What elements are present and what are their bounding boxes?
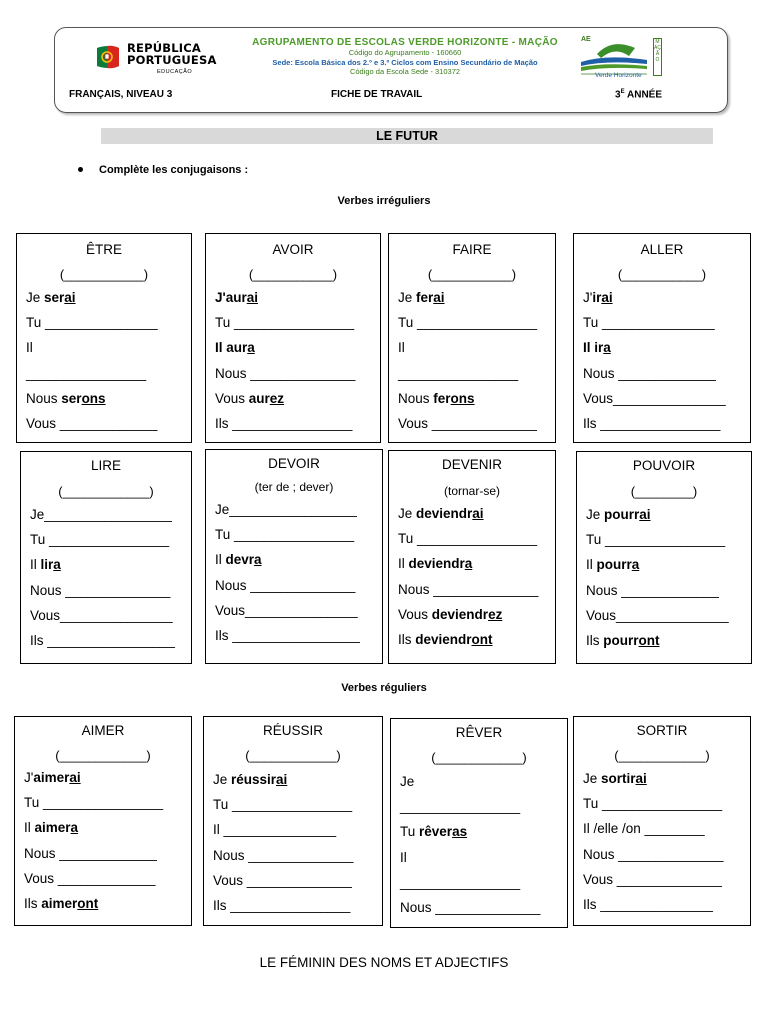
- verb-name: AVOIR: [272, 242, 314, 257]
- verb-ending: ai: [639, 507, 651, 522]
- conjugation-pronoun: Vous_______________: [30, 607, 173, 623]
- verb-stem: pourrai: [604, 507, 651, 522]
- verb-name: ALLER: [640, 242, 684, 257]
- conjugation-line: [26, 391, 106, 406]
- conjugation-line: [215, 340, 255, 355]
- verb-stem: ferai: [416, 290, 445, 305]
- conjugation-pronoun: Tu ________________: [583, 796, 723, 812]
- verb-box: [203, 716, 383, 926]
- conjugation-pronoun: Il: [586, 557, 597, 573]
- conjugation-line[interactable]: [213, 898, 350, 913]
- conjugation-line[interactable]: [215, 603, 358, 618]
- conjugation-line: [24, 896, 98, 911]
- conjugation-pronoun: Vous_______________: [583, 390, 726, 406]
- verb-ending: ai: [635, 771, 647, 786]
- conjugation-line: [26, 340, 33, 355]
- conjugation-line[interactable]: [213, 848, 353, 863]
- verb-ending: a: [53, 557, 61, 573]
- conjugation-line[interactable]: [215, 628, 360, 643]
- verb-translation-blank[interactable]: (____________): [614, 748, 710, 763]
- verb-stem: pourra: [596, 557, 640, 573]
- verb-ending: ez: [269, 390, 285, 406]
- conjugation-line[interactable]: [583, 391, 726, 406]
- conjugation-line: [215, 391, 284, 406]
- conjugation-line: [30, 557, 61, 572]
- conjugation-line[interactable]: [215, 315, 354, 330]
- verb-stem: deviendrai: [416, 506, 484, 521]
- conjugation-line: [400, 774, 414, 789]
- verb-ending: a: [254, 552, 262, 568]
- verb-ending: ai: [64, 290, 76, 305]
- conjugation-pronoun: Tu ________________: [24, 795, 164, 811]
- verb-ending: a: [631, 557, 640, 573]
- worksheet-header: [54, 27, 728, 113]
- conjugation-line[interactable]: [213, 873, 352, 888]
- conjugation-line[interactable]: [400, 900, 540, 915]
- verb-ending: ai: [69, 770, 81, 785]
- conjugation-line: [398, 607, 502, 622]
- conjugation-pronoun: Je: [398, 506, 417, 521]
- conjugation-line[interactable]: [398, 531, 537, 546]
- verb-stem: serons: [61, 390, 106, 406]
- conjugation-pronoun: Vous ______________: [398, 416, 537, 431]
- verb-stem: lira: [40, 557, 61, 573]
- conjugation-pronoun: Je: [213, 772, 232, 787]
- conjugation-pronoun: Nous ______________: [398, 581, 539, 597]
- conjugation-pronoun: Vous ______________: [583, 871, 722, 887]
- republica-portuguesa-logo: [95, 40, 225, 78]
- verb-ending: ai: [433, 290, 445, 305]
- school-code: Código do Agrupamento - 160660: [348, 48, 462, 57]
- school-seat: Sede: Escola Básica dos 2.º e 3.º Ciclos com Ensino Secundário de Mação: [272, 57, 538, 67]
- conjugation-line: [213, 772, 287, 787]
- conjugation-pronoun: Il _______________: [213, 822, 337, 838]
- verb-name: LIRE: [90, 458, 121, 473]
- verb-ending: ont: [471, 632, 493, 647]
- verb-name: AIMER: [81, 723, 125, 738]
- conjugation-pronoun: Il: [26, 340, 33, 356]
- conjugation-pronoun: Tu _______________: [583, 315, 715, 331]
- conjugation-line[interactable]: [30, 507, 172, 522]
- conjugation-pronoun: Nous ______________: [215, 365, 356, 381]
- conjugation-pronoun: Il: [215, 552, 226, 568]
- conjugation-line[interactable]: [583, 416, 720, 431]
- verb-translation-blank[interactable]: (____________): [245, 748, 341, 763]
- conjugation-pronoun: Nous: [398, 390, 434, 406]
- conjugation-pronoun: Je: [586, 507, 605, 522]
- conjugation-line[interactable]: [26, 416, 157, 431]
- conjugation-line: [398, 340, 405, 355]
- verb-translation-blank[interactable]: (___________): [248, 267, 338, 282]
- verb-stem: devra: [225, 552, 262, 568]
- conjugation-pronoun: Ils: [398, 632, 416, 647]
- verb-box: [573, 716, 751, 926]
- conjugation-pronoun: Vous: [215, 390, 249, 406]
- conjugation-line: [26, 290, 76, 305]
- verb-name: RÉUSSIR: [262, 723, 323, 738]
- conjugation-pronoun: Il: [398, 340, 405, 356]
- conjugation-pronoun: ________________: [400, 874, 521, 890]
- verb-stem: irai: [592, 290, 613, 305]
- conjugation-pronoun: Tu _______________: [26, 315, 158, 331]
- conjugation-line[interactable]: [583, 847, 723, 862]
- verb-ending: a: [70, 820, 79, 836]
- conjugation-pronoun: Il: [30, 557, 41, 573]
- school-year: [615, 89, 662, 100]
- year-word: ANNÉE: [627, 89, 663, 101]
- verb-box: [576, 451, 752, 664]
- verb-translation-blank[interactable]: (____________): [431, 750, 527, 765]
- verb-ending: ai: [246, 290, 258, 305]
- conjugation-line[interactable]: [215, 527, 354, 542]
- conjugation-line[interactable]: [24, 795, 163, 810]
- verb-stem: deviendra: [408, 556, 473, 572]
- conjugation-line[interactable]: [24, 846, 157, 861]
- conjugation-line[interactable]: [213, 822, 336, 837]
- verb-box: [205, 233, 381, 443]
- conjugation-line[interactable]: [586, 532, 725, 547]
- verb-stem: aimera: [34, 820, 79, 836]
- verb-translation-blank[interactable]: (tornar-se): [443, 484, 500, 498]
- conjugation-line[interactable]: [213, 797, 352, 812]
- verb-ending: ez: [488, 606, 503, 622]
- conjugation-pronoun: Nous ______________: [30, 582, 171, 598]
- verb-name: POUVOIR: [632, 458, 696, 473]
- verb-stem: aimeront: [41, 896, 99, 911]
- verb-box: [14, 716, 192, 926]
- conjugation-line: [398, 290, 445, 305]
- instruction-text: Complète les conjugaisons :: [99, 164, 249, 176]
- conjugation-line[interactable]: [583, 872, 722, 887]
- conjugation-line[interactable]: [215, 366, 355, 381]
- conjugation-pronoun: ________________: [26, 365, 147, 381]
- conjugation-pronoun: Vous: [398, 606, 432, 622]
- school-seat-code: Código da Escola Sede - 310372: [349, 67, 461, 76]
- republica-sub: EDUCAÇÃO: [157, 69, 193, 75]
- macao-vertical-text: MAÇÃO: [654, 39, 661, 63]
- conjugation-pronoun: Nous _____________: [583, 365, 716, 381]
- section-regular-verbs: Verbes réguliers: [341, 682, 427, 694]
- ae-logo-caption: Verde Horizonte: [595, 72, 642, 79]
- conjugation-pronoun: Nous ______________: [583, 846, 724, 862]
- conjugation-pronoun: Tu ________________: [398, 315, 538, 331]
- conjugation-pronoun: J': [24, 770, 34, 785]
- verb-box: [388, 450, 556, 664]
- conjugation-line[interactable]: [398, 366, 518, 381]
- verb-ending: a: [464, 556, 473, 572]
- verb-ending: as: [452, 824, 468, 840]
- conjugation-line: [24, 820, 78, 835]
- section-irregular-verbs: Verbes irréguliers: [337, 195, 431, 207]
- conjugation-line[interactable]: [215, 416, 352, 431]
- verb-stem: deviendront: [415, 632, 493, 647]
- conjugation-line[interactable]: [30, 608, 173, 623]
- verb-translation-blank[interactable]: (___________): [617, 267, 707, 282]
- conjugation-line[interactable]: [586, 583, 719, 598]
- conjugation-pronoun: Je: [400, 774, 415, 789]
- conjugation-line: [583, 290, 613, 305]
- conjugation-pronoun: Il: [400, 849, 407, 865]
- conjugation-line: [215, 290, 258, 305]
- conjugation-line: [583, 771, 647, 786]
- next-section-title: LE FÉMININ DES NOMS ET ADJECTIFS: [259, 955, 509, 970]
- school-info: [225, 37, 585, 77]
- verb-box: [390, 718, 568, 928]
- conjugation-line: [398, 632, 493, 647]
- conjugation-line[interactable]: [215, 502, 357, 517]
- conjugation-pronoun: Tu ________________: [215, 315, 355, 331]
- conjugation-pronoun: Ils ________________: [215, 416, 353, 431]
- conjugation-pronoun: Vous_______________: [586, 607, 729, 623]
- conjugation-pronoun: Ils: [24, 896, 42, 911]
- conjugation-line[interactable]: [583, 366, 716, 381]
- conjugation-line: [398, 556, 472, 571]
- conjugation-pronoun: Je: [26, 290, 45, 305]
- year-number: 3: [615, 89, 621, 101]
- conjugation-pronoun: Ils: [586, 633, 604, 648]
- verb-translation-blank[interactable]: (ter de ; dever): [254, 480, 334, 494]
- verb-stem: sortirai: [601, 771, 647, 786]
- conjugation-pronoun: Ils _________________: [215, 628, 360, 643]
- verb-translation-blank[interactable]: (___________): [59, 267, 149, 282]
- conjugation-line: [400, 824, 467, 839]
- conjugation-line[interactable]: [30, 633, 175, 648]
- conjugation-pronoun: Je: [583, 771, 602, 786]
- conjugation-pronoun: Je_________________: [215, 502, 357, 517]
- verb-stem: ferons: [433, 390, 475, 406]
- conjugation-pronoun: Vous _____________: [26, 416, 158, 431]
- conjugation-pronoun: Tu ________________: [213, 797, 353, 813]
- verb-stem: pourront: [603, 633, 660, 648]
- conjugation-pronoun: Ils ________________: [213, 898, 351, 913]
- conjugation-line[interactable]: [583, 821, 705, 836]
- conjugation-line[interactable]: [398, 416, 537, 431]
- conjugation-pronoun: Nous _____________: [586, 582, 719, 598]
- conjugation-pronoun: Nous: [26, 390, 62, 406]
- verb-box: [16, 233, 192, 443]
- conjugation-pronoun: Il /elle /on ________: [583, 821, 705, 837]
- verb-translation-blank[interactable]: (____________): [58, 484, 154, 499]
- page-title: LE FUTUR: [101, 128, 713, 144]
- verb-stem: deviendrez: [431, 606, 503, 622]
- verb-ending: ons: [450, 390, 475, 406]
- conjugation-line[interactable]: [398, 582, 538, 597]
- conjugation-line: [398, 506, 484, 521]
- conjugation-line: [586, 507, 651, 522]
- verb-ending: ons: [81, 390, 106, 406]
- conjugation-line[interactable]: [583, 796, 722, 811]
- conjugation-line[interactable]: [583, 315, 715, 330]
- conjugation-pronoun: Tu ________________: [30, 532, 170, 548]
- conjugation-pronoun: Vous ______________: [213, 872, 352, 888]
- conjugation-line: [583, 340, 611, 355]
- bullet-icon: [78, 167, 83, 172]
- verb-name: DEVENIR: [441, 457, 502, 472]
- verb-ending: a: [603, 340, 611, 356]
- verb-stem: réussirai: [231, 772, 288, 787]
- macao-vertical-label: [653, 38, 662, 76]
- conjugation-pronoun: Nous ______________: [213, 847, 354, 863]
- conjugation-pronoun: Tu: [400, 824, 420, 840]
- verb-stem: aurez: [248, 390, 285, 406]
- conjugation-pronoun: ________________: [398, 365, 519, 381]
- verb-name: ÊTRE: [85, 242, 122, 257]
- school-name: AGRUPAMENTO DE ESCOLAS VERDE HORIZONTE - MAÇÃO: [252, 37, 558, 48]
- verb-name: SORTIR: [636, 723, 688, 738]
- verb-translation-blank[interactable]: (___________): [427, 267, 517, 282]
- conjugation-line[interactable]: [586, 608, 729, 623]
- verb-box: [20, 451, 192, 664]
- conjugation-line: [400, 850, 407, 865]
- verb-stem: Il aura: [215, 340, 255, 356]
- verb-ending: ont: [638, 633, 660, 648]
- instruction: [78, 164, 248, 176]
- verb-ending: ai: [601, 290, 613, 305]
- republica-line1: REPÚBLICA: [127, 41, 201, 55]
- course-level: FRANÇAIS, NIVEAU 3: [69, 89, 173, 100]
- ae-verde-horizonte-logo: [577, 34, 661, 82]
- verb-translation-blank[interactable]: (________): [630, 484, 698, 499]
- year-sup: E: [620, 89, 625, 95]
- conjugation-line[interactable]: [24, 871, 155, 886]
- verb-stem: Il ira: [583, 340, 611, 356]
- conjugation-pronoun: J': [583, 290, 593, 305]
- worksheet-type: FICHE DE TRAVAIL: [331, 89, 423, 100]
- conjugation-pronoun: Ils _______________: [583, 897, 713, 912]
- conjugation-line[interactable]: [400, 799, 520, 814]
- conjugation-pronoun: Ils ________________: [583, 416, 721, 431]
- conjugation-pronoun: Il: [24, 820, 35, 836]
- verb-stem: aimerai: [33, 770, 81, 785]
- verb-box: [205, 449, 383, 664]
- republica-line2: PORTUGUESA: [127, 53, 217, 67]
- conjugation-line[interactable]: [30, 532, 169, 547]
- conjugation-line: [398, 391, 475, 406]
- conjugation-line[interactable]: [26, 366, 146, 381]
- conjugation-pronoun: ________________: [400, 799, 521, 815]
- conjugation-pronoun: Vous _____________: [24, 870, 156, 886]
- portuguese-flag-icon: [95, 44, 121, 70]
- verb-box: [573, 233, 751, 443]
- verb-ending: ai: [276, 772, 288, 787]
- verb-name: FAIRE: [452, 242, 492, 257]
- conjugation-pronoun: Nous _____________: [24, 845, 157, 861]
- conjugation-line: [215, 552, 262, 567]
- conjugation-pronoun: Il: [398, 556, 409, 572]
- verb-stem: J'aurai: [215, 290, 258, 305]
- conjugation-line: [586, 633, 660, 648]
- conjugation-line: [586, 557, 639, 572]
- verb-ending: a: [247, 340, 255, 356]
- conjugation-pronoun: Vous_______________: [215, 602, 358, 618]
- conjugation-line[interactable]: [30, 583, 170, 598]
- verb-stem: serai: [44, 290, 76, 305]
- verb-name: RÊVER: [455, 725, 503, 740]
- conjugation-pronoun: Nous ______________: [400, 900, 541, 915]
- conjugation-line[interactable]: [398, 315, 537, 330]
- conjugation-line[interactable]: [215, 578, 355, 593]
- conjugation-pronoun: Tu ________________: [586, 532, 726, 548]
- conjugation-line[interactable]: [400, 875, 520, 890]
- conjugation-pronoun: Je_________________: [30, 507, 172, 522]
- conjugation-pronoun: Ils _________________: [30, 633, 175, 648]
- verb-box: [388, 233, 556, 443]
- conjugation-pronoun: Tu ________________: [215, 527, 355, 543]
- conjugation-pronoun: Nous ______________: [215, 577, 356, 593]
- conjugation-line[interactable]: [583, 897, 713, 912]
- conjugation-pronoun: Tu ________________: [398, 531, 538, 547]
- ae-logo-label: AE: [581, 36, 591, 43]
- verb-ending: ai: [472, 506, 484, 521]
- conjugation-line[interactable]: [26, 315, 158, 330]
- verb-stem: rêveras: [419, 824, 468, 840]
- verb-ending: ont: [77, 896, 99, 911]
- conjugation-line: [24, 770, 81, 785]
- verb-translation-blank[interactable]: (____________): [55, 748, 151, 763]
- verb-name: DEVOIR: [268, 456, 320, 471]
- conjugation-pronoun: Je: [398, 290, 417, 305]
